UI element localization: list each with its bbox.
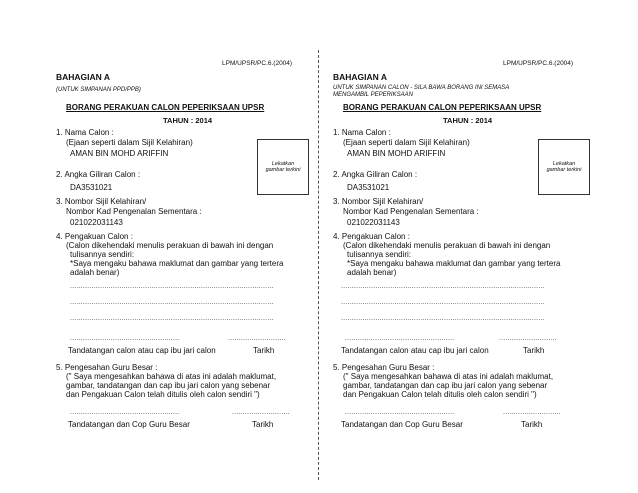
q4-instruction-3: *Saya mengaku bahawa maklumat dan gambar yang tertera <box>347 259 561 268</box>
q5-line-3: dan Pengakuan Calon telah ditulis oleh calon sendiri ") <box>66 390 260 399</box>
q4-instruction-3: *Saya mengaku bahawa maklumat dan gambar yang tertera <box>70 259 284 268</box>
candidate-signature-line: ................................................... <box>345 335 455 342</box>
candidate-signature-label: Tandatangan calon atau cap ibu jari calon <box>68 346 216 355</box>
form-code: LPM/UPSR/PC.6.(2004) <box>222 60 293 67</box>
section-title: BAHAGIAN A <box>56 72 110 82</box>
q5-line-1: (" Saya mengesahkan bahawa di atas ini adalah maklumat, <box>343 372 554 381</box>
candidate-index-number: DA3531021 <box>347 183 390 192</box>
section-title: BAHAGIAN A <box>333 72 387 82</box>
q4-instruction-4: adalah benar) <box>70 268 120 277</box>
q5-line-1: (" Saya mengesahkan bahawa di atas ini adalah maklumat, <box>66 372 277 381</box>
q3-label-line2: Nombor Kad Pengenalan Sementara : <box>343 207 479 216</box>
form-candidate-copy <box>333 0 593 493</box>
q3-label-line2: Nombor Kad Pengenalan Sementara : <box>66 207 202 216</box>
exam-year: TAHUN : 2014 <box>163 116 213 125</box>
q3-label: 3. Nombor Sijil Kelahiran/ <box>56 197 147 206</box>
headmaster-signature-line: ................................................... <box>345 409 455 416</box>
birth-cert-number: 021022031143 <box>70 218 123 227</box>
q4-label: 4. Pengakuan Calon : <box>333 232 410 241</box>
q3-label: 3. Nombor Sijil Kelahiran/ <box>333 197 424 206</box>
q4-instruction-1: (Calon dikehendaki menulis perakuan di bawah ini dengan <box>343 241 551 250</box>
candidate-date-line: ........................... <box>228 335 286 342</box>
photo-box <box>257 139 309 195</box>
q1-hint: (Ejaan seperti dalam Sijil Kelahiran) <box>66 138 193 147</box>
section-subtitle-line-1: UNTUK SIMPANAN CALON - SILA BAWA BORANG INI SEMASA <box>333 85 510 91</box>
q5-line-2: gambar, tandatangan dan cap ibu jari calon yang sebenar <box>66 381 271 390</box>
q2-label: 2. Angka Giliran Calon : <box>333 170 418 179</box>
q1-label: 1. Nama Calon : <box>333 128 391 137</box>
form-title: BORANG PERAKUAN CALON PEPERIKSAAN UPSR <box>343 103 542 112</box>
q5-label: 5. Pengesahan Guru Besar : <box>333 363 435 372</box>
candidate-date-label: Tarikh <box>523 346 545 355</box>
declaration-line-1: ............................................................................................... <box>70 283 274 290</box>
candidate-date-label: Tarikh <box>253 346 275 355</box>
q4-instruction-2: tulisannya sendiri: <box>70 250 135 259</box>
declaration-line-3: ............................................................................................... <box>70 315 274 322</box>
birth-cert-number: 021022031143 <box>347 218 400 227</box>
headmaster-signature-label: Tandatangan dan Cop Guru Besar <box>68 420 190 429</box>
photo-box-text: Lekatkan gambar terkini <box>265 160 301 173</box>
photo-box <box>538 139 590 195</box>
q4-instruction-2: tulisannya sendiri: <box>347 250 412 259</box>
candidate-signature-line: ................................................... <box>70 335 180 342</box>
candidate-name: AMAN BIN MOHD ARIFFIN <box>347 149 446 158</box>
candidate-name: AMAN BIN MOHD ARIFFIN <box>70 149 169 158</box>
section-subtitle: (UNTUK SIMPANAN PPD/PPB) <box>56 87 141 93</box>
q4-label: 4. Pengakuan Calon : <box>56 232 133 241</box>
q5-line-3: dan Pengakuan Calon telah ditulis oleh calon sendiri ") <box>343 390 537 399</box>
form-ppd-copy <box>56 0 314 493</box>
headmaster-signature-line: ................................................... <box>70 409 180 416</box>
declaration-line-2: ............................................................................................... <box>70 299 274 306</box>
headmaster-date-label: Tarikh <box>521 420 543 429</box>
declaration-line-1: ............................................................................................... <box>341 283 545 290</box>
q2-label: 2. Angka Giliran Calon : <box>56 170 141 179</box>
q5-line-2: gambar, tandatangan dan cap ibu jari calon yang sebenar <box>343 381 548 390</box>
section-subtitle-line-2: MENGAMBIL PEPERIKSAAN <box>333 92 413 98</box>
declaration-line-3: ............................................................................................... <box>341 315 545 322</box>
q1-hint: (Ejaan seperti dalam Sijil Kelahiran) <box>343 138 470 147</box>
candidate-date-line: ........................... <box>499 335 557 342</box>
cut-line-divider <box>318 50 319 480</box>
photo-box-text: Lekatkan gambar terkini <box>546 160 582 173</box>
q4-instruction-1: (Calon dikehendaki menulis perakuan di bawah ini dengan <box>66 241 274 250</box>
form-title: BORANG PERAKUAN CALON PEPERIKSAAN UPSR <box>66 103 265 112</box>
form-code: LPM/UPSR/PC.6.(2004) <box>503 60 574 67</box>
headmaster-date-line: ........................... <box>503 409 561 416</box>
q5-label: 5. Pengesahan Guru Besar : <box>56 363 158 372</box>
candidate-index-number: DA3531021 <box>70 183 113 192</box>
headmaster-date-line: ........................... <box>232 409 290 416</box>
declaration-line-2: ............................................................................................... <box>341 299 545 306</box>
headmaster-date-label: Tarikh <box>252 420 274 429</box>
q1-label: 1. Nama Calon : <box>56 128 114 137</box>
headmaster-signature-label: Tandatangan dan Cop Guru Besar <box>341 420 463 429</box>
exam-year: TAHUN : 2014 <box>443 116 493 125</box>
q4-instruction-4: adalah benar) <box>347 268 397 277</box>
candidate-signature-label: Tandatangan calon atau cap ibu jari calon <box>341 346 489 355</box>
